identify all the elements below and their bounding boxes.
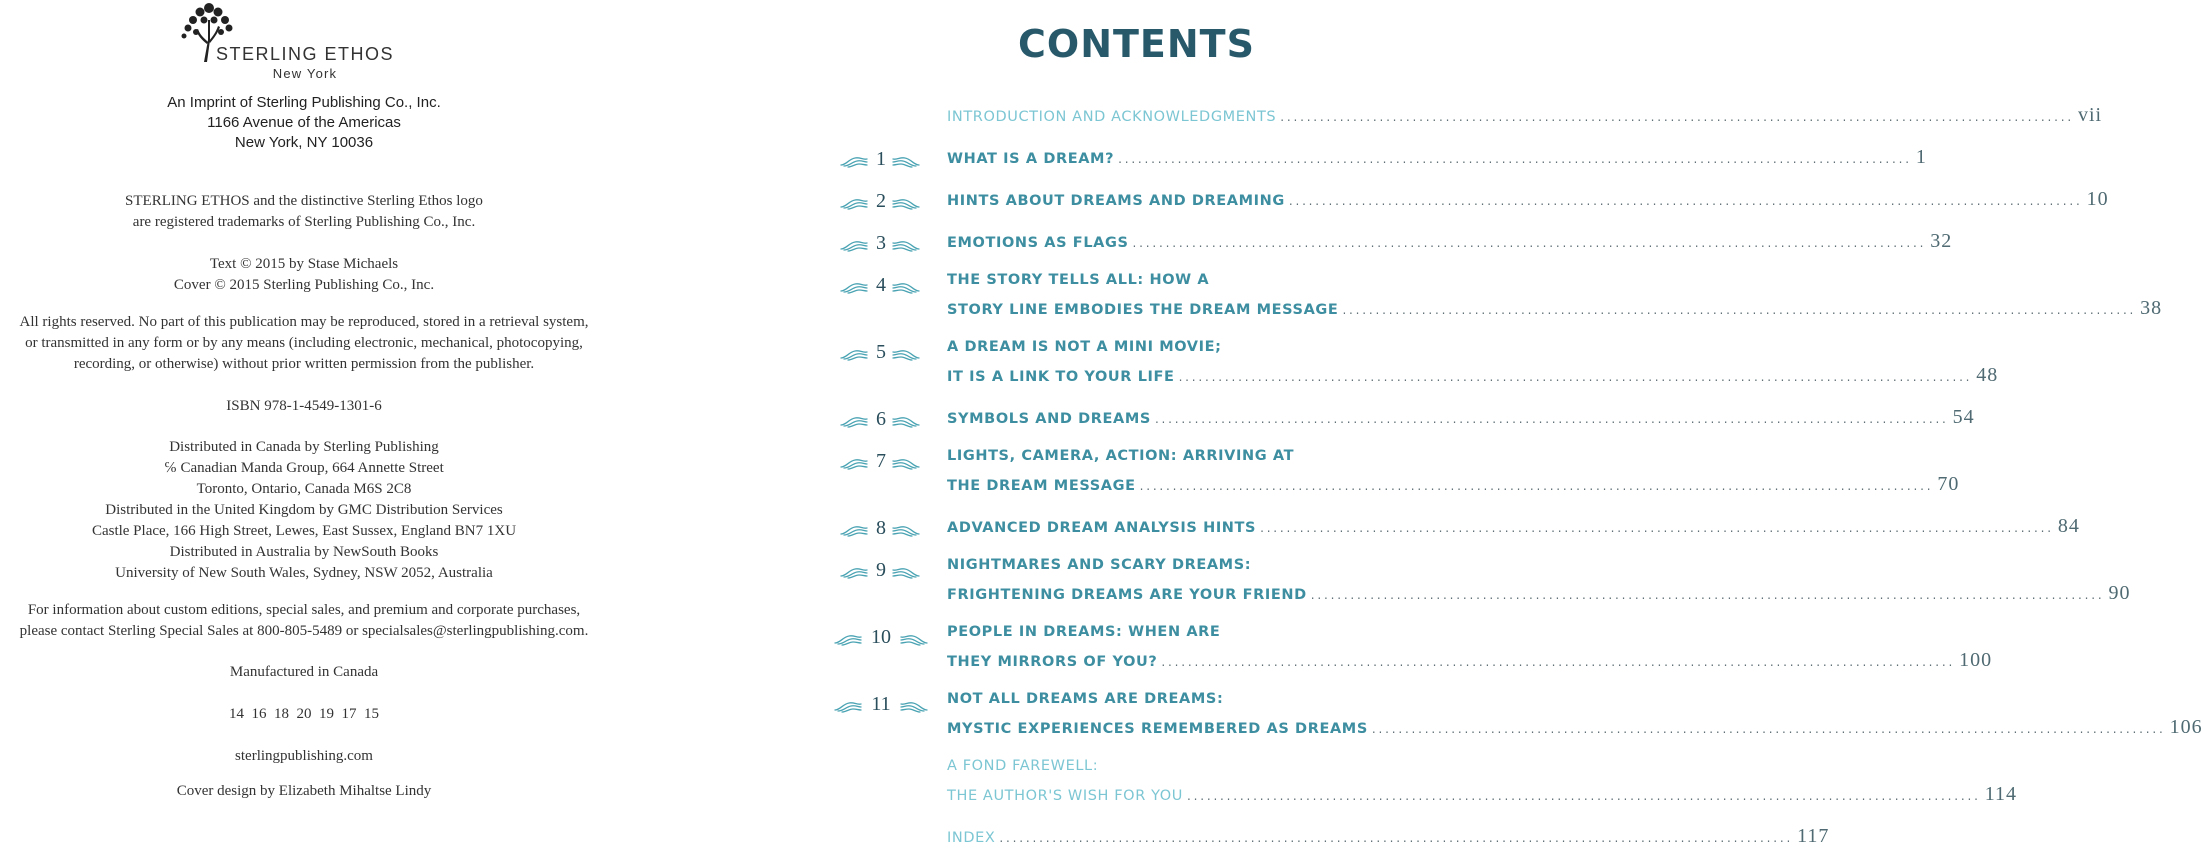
toc-page-number: 70 [1937,473,1960,495]
toc-page-number: 100 [1959,649,1993,671]
toc-entry-title: IT IS A LINK TO YOUR LIFE [947,369,1175,385]
dot-leader: ........................................................................................................................ [1161,655,1956,669]
toc-entry-title: THE AUTHOR'S WISH FOR YOU [947,788,1183,804]
toc-line [947,582,2131,606]
dot-leader: ........................................................................................................................ [1288,194,2083,208]
wave-ornament-right-icon [892,456,920,470]
wave-ornament-left-icon [840,280,868,294]
imprint-line: 1166 Avenue of the Americas [207,114,401,131]
rights-line: or transmitted in any form or by any means (including electronic, mechanical, photocopying, [25,335,583,351]
toc-entry-title: INDEX [947,830,996,846]
chapter-number: 1 [876,148,886,170]
toc-line [947,691,1427,715]
chapter-marker [830,693,930,717]
toc-line [947,473,1960,497]
toc-page-number: 106 [2169,716,2203,738]
toc-entry-title: PEOPLE IN DREAMS: WHEN ARE [947,624,1221,640]
wave-ornament-right-icon [892,196,920,210]
wave-ornament-right-icon [900,699,928,713]
dot-leader: ........................................................................................................................ [999,831,1794,845]
toc-line [947,339,1427,363]
toc-entry-title: EMOTIONS AS FLAGS [947,235,1129,251]
toc-line [947,557,1427,581]
wave-ornament-right-icon [900,632,928,646]
toc-entry-title: NOT ALL DREAMS ARE DREAMS: [947,691,1224,707]
isbn: ISBN 978-1-4549-1301-6 [226,398,382,414]
chapter-number: 7 [876,450,886,472]
toc-page-number: 84 [2057,515,2080,537]
chapter-number: 4 [876,274,886,296]
toc-entry-title: THE DREAM MESSAGE [947,478,1136,494]
wave-ornament-left-icon [840,523,868,537]
toc-line [947,406,1975,430]
wave-ornament-left-icon [834,632,862,646]
toc-page-number: 90 [2108,582,2131,604]
dot-leader: ........................................................................................................................ [1154,412,1949,426]
toc-entry-title: A DREAM IS NOT A MINI MOVIE; [947,339,1222,355]
wave-ornament-left-icon [840,154,868,168]
chapter-marker [830,450,930,474]
distribution-line: University of New South Wales, Sydney, NSW 2052, Australia [115,565,493,581]
chapter-marker [830,341,930,365]
chapter-number: 8 [876,517,886,539]
toc-page-number: 38 [2140,297,2163,319]
dot-leader: ........................................................................................................................ [1118,152,1912,166]
dot-leader: ........................................................................................................................ [1342,303,2137,317]
toc-line [947,649,1993,673]
chapter-number: 6 [876,408,886,430]
distribution-line: Toronto, Ontario, Canada M6S 2C8 [196,481,412,497]
publisher-name: STERLING ETHOS [215,44,395,64]
cover-copyright: Cover © 2015 Sterling Publishing Co., Inc. [173,277,435,293]
toc-line [947,624,1427,648]
chapter-number: 11 [871,693,891,715]
rights-line: All rights reserved. No part of this publication may be reproduced, stored in a retrieval system, [19,314,589,330]
trademark-line: STERLING ETHOS and the distinctive Sterling Ethos logo [125,193,483,209]
dot-leader: ........................................................................................................................ [1132,236,1927,250]
text-copyright: Text © 2015 by Stase Michaels [209,256,399,272]
chapter-marker [830,148,930,172]
toc-entry-title: NIGHTMARES AND SCARY DREAMS: [947,557,1252,573]
distribution-line: Distributed in Australia by NewSouth Books [169,544,439,560]
distribution-line: Distributed in Canada by Sterling Publishing [169,439,439,455]
dot-leader: ........................................................................................................................ [1280,110,2074,124]
dot-leader: ........................................................................................................................ [1186,789,1981,803]
toc-page-number: 48 [1976,364,1999,386]
wave-ornament-right-icon [892,523,920,537]
toc-entry-title: ADVANCED DREAM ANALYSIS HINTS [947,520,1257,536]
manufactured-line: Manufactured in Canada [229,664,379,680]
toc-line [947,297,2163,321]
toc-entry-title: LIGHTS, CAMERA, ACTION: ARRIVING AT [947,448,1295,464]
chapter-marker [830,626,930,650]
wave-ornament-left-icon [840,196,868,210]
toc-line [947,104,2103,128]
toc-page-number: 32 [1930,230,1953,252]
wave-ornament-left-icon [834,699,862,713]
toc-entry-title: A FOND FAREWELL: [947,758,1099,774]
toc-page-number: 114 [1984,783,2017,805]
wave-ornament-right-icon [892,347,920,361]
dot-leader: ........................................................................................................................ [1260,521,2054,535]
copyright-page [0,0,608,853]
toc-line [947,448,1427,472]
distribution-line: Castle Place, 166 High Street, Lewes, East Sussex, England BN7 1XU [91,523,517,539]
toc-entry-title: FRIGHTENING DREAMS ARE YOUR FRIEND [947,587,1307,603]
toc-line [947,758,1427,782]
toc-line [947,716,2203,740]
imprint-line: An Imprint of Sterling Publishing Co., Inc. [167,94,441,111]
chapter-marker [830,559,930,583]
toc-line [947,272,1427,296]
page-title: CONTENTS [1018,22,1255,66]
toc-line [947,230,1953,254]
toc-line [947,825,1830,849]
wave-ornament-right-icon [892,280,920,294]
dot-leader: ........................................................................................................................ [1371,722,2166,736]
toc-entry-title: THE STORY TELLS ALL: HOW A [947,272,1210,288]
wave-ornament-right-icon [892,238,920,252]
sales-line: please contact Sterling Special Sales at 800-805-5489 or specialsales@sterlingpublishing.com. [19,623,589,639]
distribution-line: ℅ Canadian Manda Group, 664 Annette Street [164,460,444,476]
wave-ornament-left-icon [840,456,868,470]
toc-page-number: 10 [2086,188,2109,210]
sales-line: For information about custom editions, special sales, and premium and corporate purchases, [27,602,581,618]
chapter-number: 3 [876,232,886,254]
toc-page-number: 1 [1915,146,1927,168]
toc-entry-title: THEY MIRRORS OF YOU? [947,654,1158,670]
chapter-marker [830,190,930,214]
trademark-line: are registered trademarks of Sterling Publishing Co., Inc. [132,214,476,230]
toc-entry-title: SYMBOLS AND DREAMS [947,411,1151,427]
toc-line [947,783,2017,807]
toc-page-number: vii [2077,104,2103,126]
chapter-number: 10 [871,626,891,648]
wave-ornament-left-icon [840,414,868,428]
dot-leader: ........................................................................................................................ [1178,370,1973,384]
toc-entry-title: STORY LINE EMBODIES THE DREAM MESSAGE [947,302,1339,318]
toc-entry-title: WHAT IS A DREAM? [947,151,1115,167]
wave-ornament-right-icon [892,154,920,168]
chapter-number: 9 [876,559,886,581]
imprint-line: New York, NY 10036 [234,134,374,151]
toc-line [947,146,1927,170]
chapter-marker [830,232,930,256]
toc-entry-title: HINTS ABOUT DREAMS AND DREAMING [947,193,1285,209]
wave-ornament-left-icon [840,347,868,361]
chapter-number: 5 [876,341,886,363]
website: sterlingpublishing.com [235,748,373,764]
rights-line: recording, or otherwise) without prior written permission from the publisher. [73,356,535,372]
toc-page-number: 54 [1952,406,1975,428]
cover-design-credit: Cover design by Elizabeth Mihaltse Lindy [176,783,432,799]
toc-page-number: 117 [1797,825,1830,847]
wave-ornament-left-icon [840,565,868,579]
printing-numbers: 14 16 18 20 19 17 15 [229,706,379,722]
wave-ornament-right-icon [892,565,920,579]
dot-leader: ........................................................................................................................ [1310,588,2105,602]
dot-leader: ........................................................................................................................ [1139,479,1934,493]
toc-entry-title: INTRODUCTION AND ACKNOWLEDGMENTS [947,109,1277,125]
chapter-marker [830,408,930,432]
chapter-marker [830,274,930,298]
chapter-marker [830,517,930,541]
toc-entry-title: MYSTIC EXPERIENCES REMEMBERED AS DREAMS [947,721,1368,737]
chapter-number: 2 [876,190,886,212]
toc-line [947,364,1999,388]
publisher-city: New York [272,66,338,81]
toc-line [947,515,2080,539]
distribution-line: Distributed in the United Kingdom by GMC Distribution Services [105,502,503,518]
wave-ornament-right-icon [892,414,920,428]
toc-line [947,188,2109,212]
wave-ornament-left-icon [840,238,868,252]
